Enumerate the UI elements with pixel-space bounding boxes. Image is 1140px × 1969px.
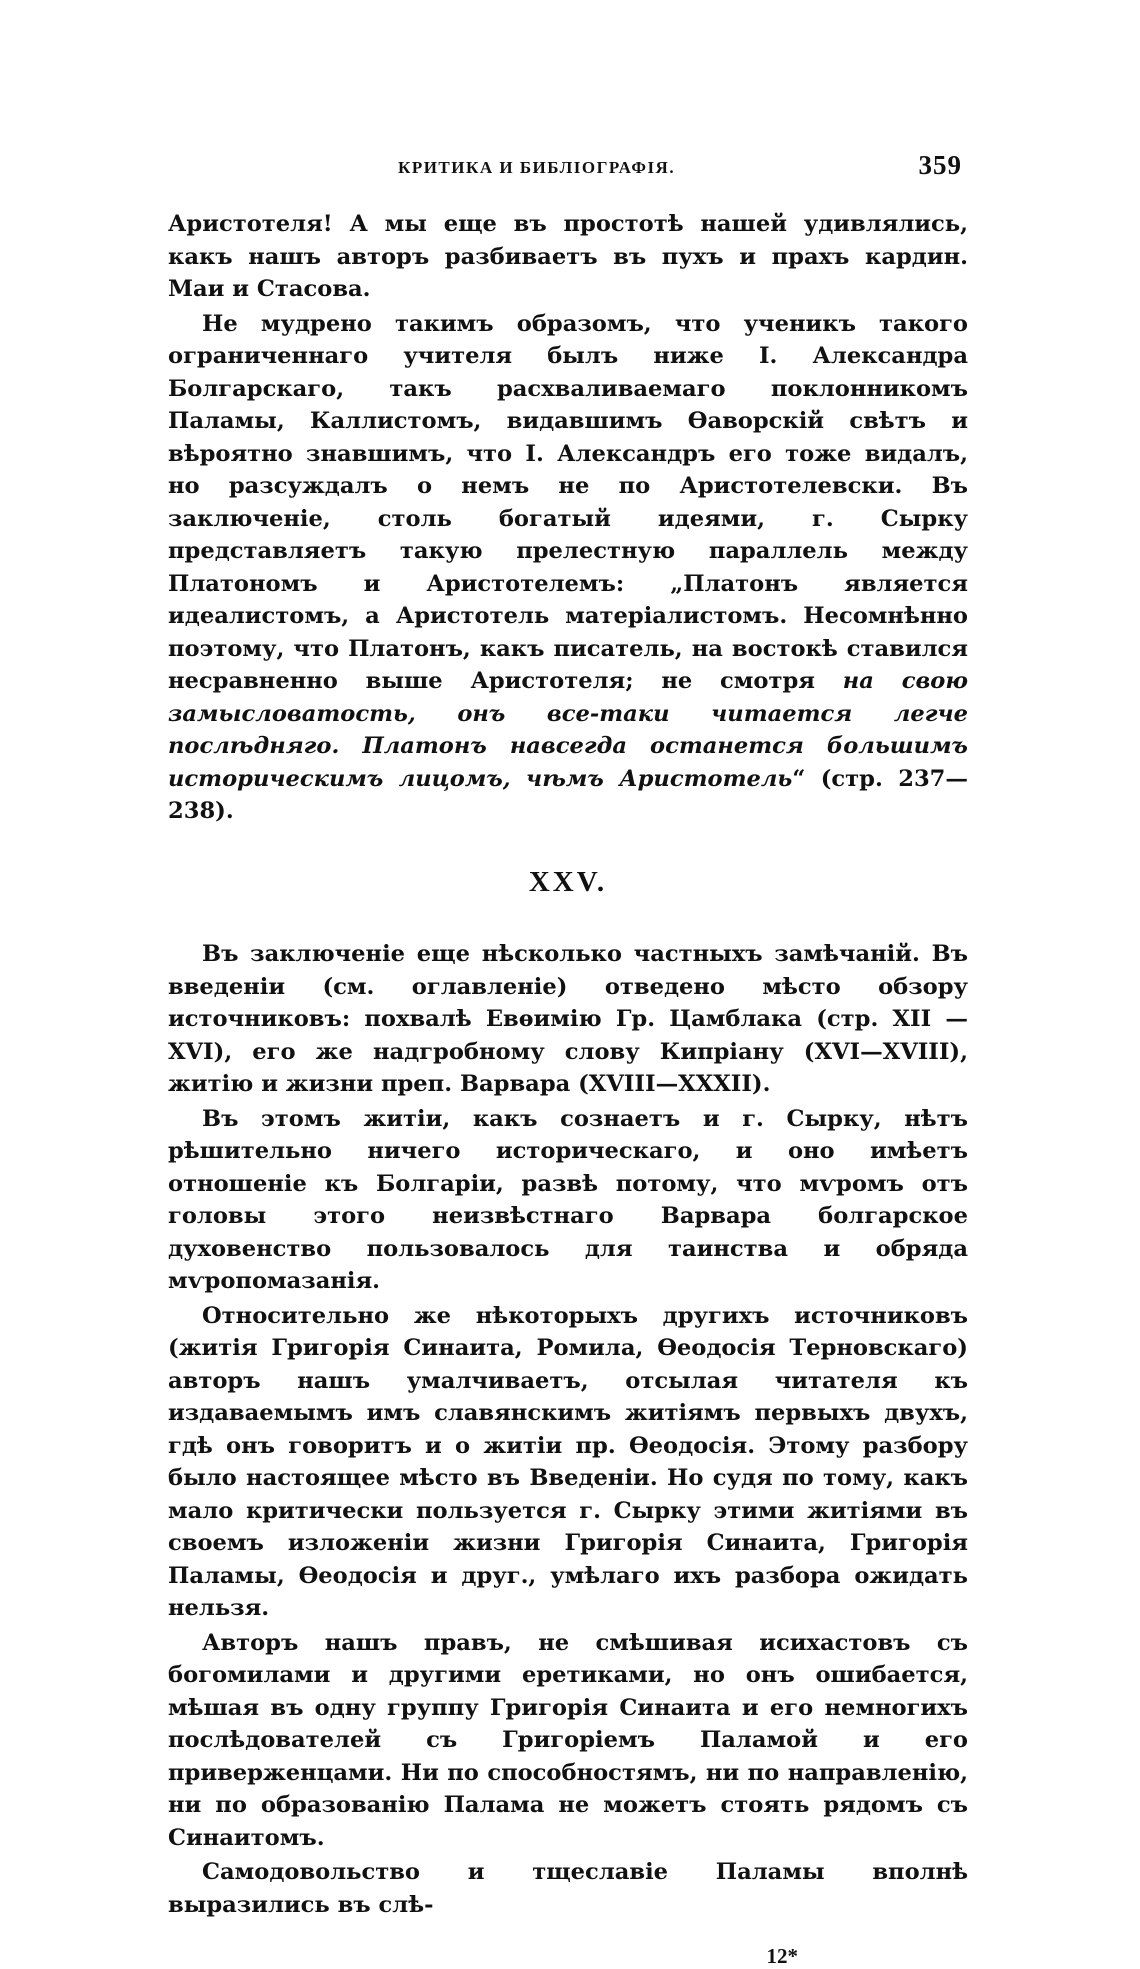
book-page bbox=[168, 150, 968, 1968]
paragraph-5: Относительно же нѣкоторыхъ другихъ источниковъ (житія Григорія Синаита, Ромила, Ѳеодосія Терновскаго) авторъ нашъ умалчиваетъ, отсылая читателя къ издаваемымъ имъ славянскимъ житіямъ первыхъ двухъ, гдѣ онъ говоритъ и о житіи пр. Ѳеодосія. Этому разбору было настоящее мѣсто въ Введеніи. Но судя по тому, какъ мало критически пользуется г. Сырку этими житіями въ своемъ изложеніи жизни Григорія Синаита, Григорія Паламы, Ѳеодосія и друг., умѣлаго ихъ разбора ожидать нельзя. bbox=[168, 1302, 968, 1621]
signature-mark: 12* bbox=[766, 1944, 798, 1968]
running-title: КРИТИКА И БИБЛІОГРАФІЯ. bbox=[398, 158, 676, 177]
section-heading: XXV. bbox=[528, 865, 608, 898]
paragraph-1: Аристотеля! А мы еще въ простотѣ нашей удивлялись, какъ нашъ авторъ разбиваетъ въ пухъ и прахъ кардин. Маи и Стасова. bbox=[168, 211, 968, 302]
running-head bbox=[168, 150, 968, 190]
paragraph-2-end: “ (стр. 237—238). bbox=[168, 765, 968, 824]
paragraph-7: Самодовольство и тщеславіе Паламы вполнѣ выразились въ слѣ- bbox=[168, 1859, 968, 1918]
paragraph-2 bbox=[168, 308, 968, 828]
paragraph-6: Авторъ нашъ правъ, не смѣшивая исихастовъ съ богомилами и другими еретиками, но онъ ошибается, мѣшая въ одну группу Григорія Синаита и его немногихъ послѣдователей съ Григоріемъ Паламой и его приверженцами. Ни по способностямъ, ни по направленію, ни по образованію Палама не можетъ стоять рядомъ съ Синаитомъ. bbox=[168, 1629, 968, 1851]
paragraph-2-italic: на свою замысловатость, онъ все-таки читается легче послѣдняго. Платонъ навсегда останется большимъ историческимъ лицомъ, чѣмъ Аристотель bbox=[168, 668, 968, 792]
page-number: 359 bbox=[918, 150, 962, 180]
body-text bbox=[168, 208, 968, 1921]
paragraph-4: Въ этомъ житіи, какъ сознаетъ и г. Сырку, нѣтъ рѣшительно ничего историческаго, и оно имѣетъ отношеніе къ Болгаріи, развѣ потому, что мѵромъ отъ головы этого неизвѣстнаго Варвара болгарское духовенство пользовалось для таинства и обряда мѵропомазанія. bbox=[168, 1105, 968, 1294]
paragraph-2-plain: Не мудрено такимъ образомъ, что ученикъ такого ограниченнаго учителя былъ ниже І. Александра Болгарскаго, такъ расхваливаемаго поклонникомъ Паламы, Каллистомъ, видавшимъ Ѳаворскій свѣтъ и вѣроятно знавшимъ, что І. Александръ его тоже видалъ, но разсуждалъ о немъ не по Аристотелевски. Въ заключеніе, столь богатый идеями, г. Сырку представляетъ такую прелестную параллель между Платономъ и Аристотелемъ: „Платонъ является идеалистомъ, а Аристотель матеріалистомъ. Несомнѣнно поэтому, что Платонъ, какъ писатель, на востокѣ ставился несравненно выше Аристотеля; не смотря bbox=[168, 310, 968, 694]
paragraph-3: Въ заключеніе еще нѣсколько частныхъ замѣчаній. Въ введеніи (см. оглавленіе) отведено мѣсто обзору источниковъ: похвалѣ Евѳимію Гр. Цамблака (стр. XII — XVI), его же надгробному слову Кипріану (XVI—XVIII), житію и жизни преп. Варвара (XVIII—XXXII). bbox=[168, 941, 968, 1097]
